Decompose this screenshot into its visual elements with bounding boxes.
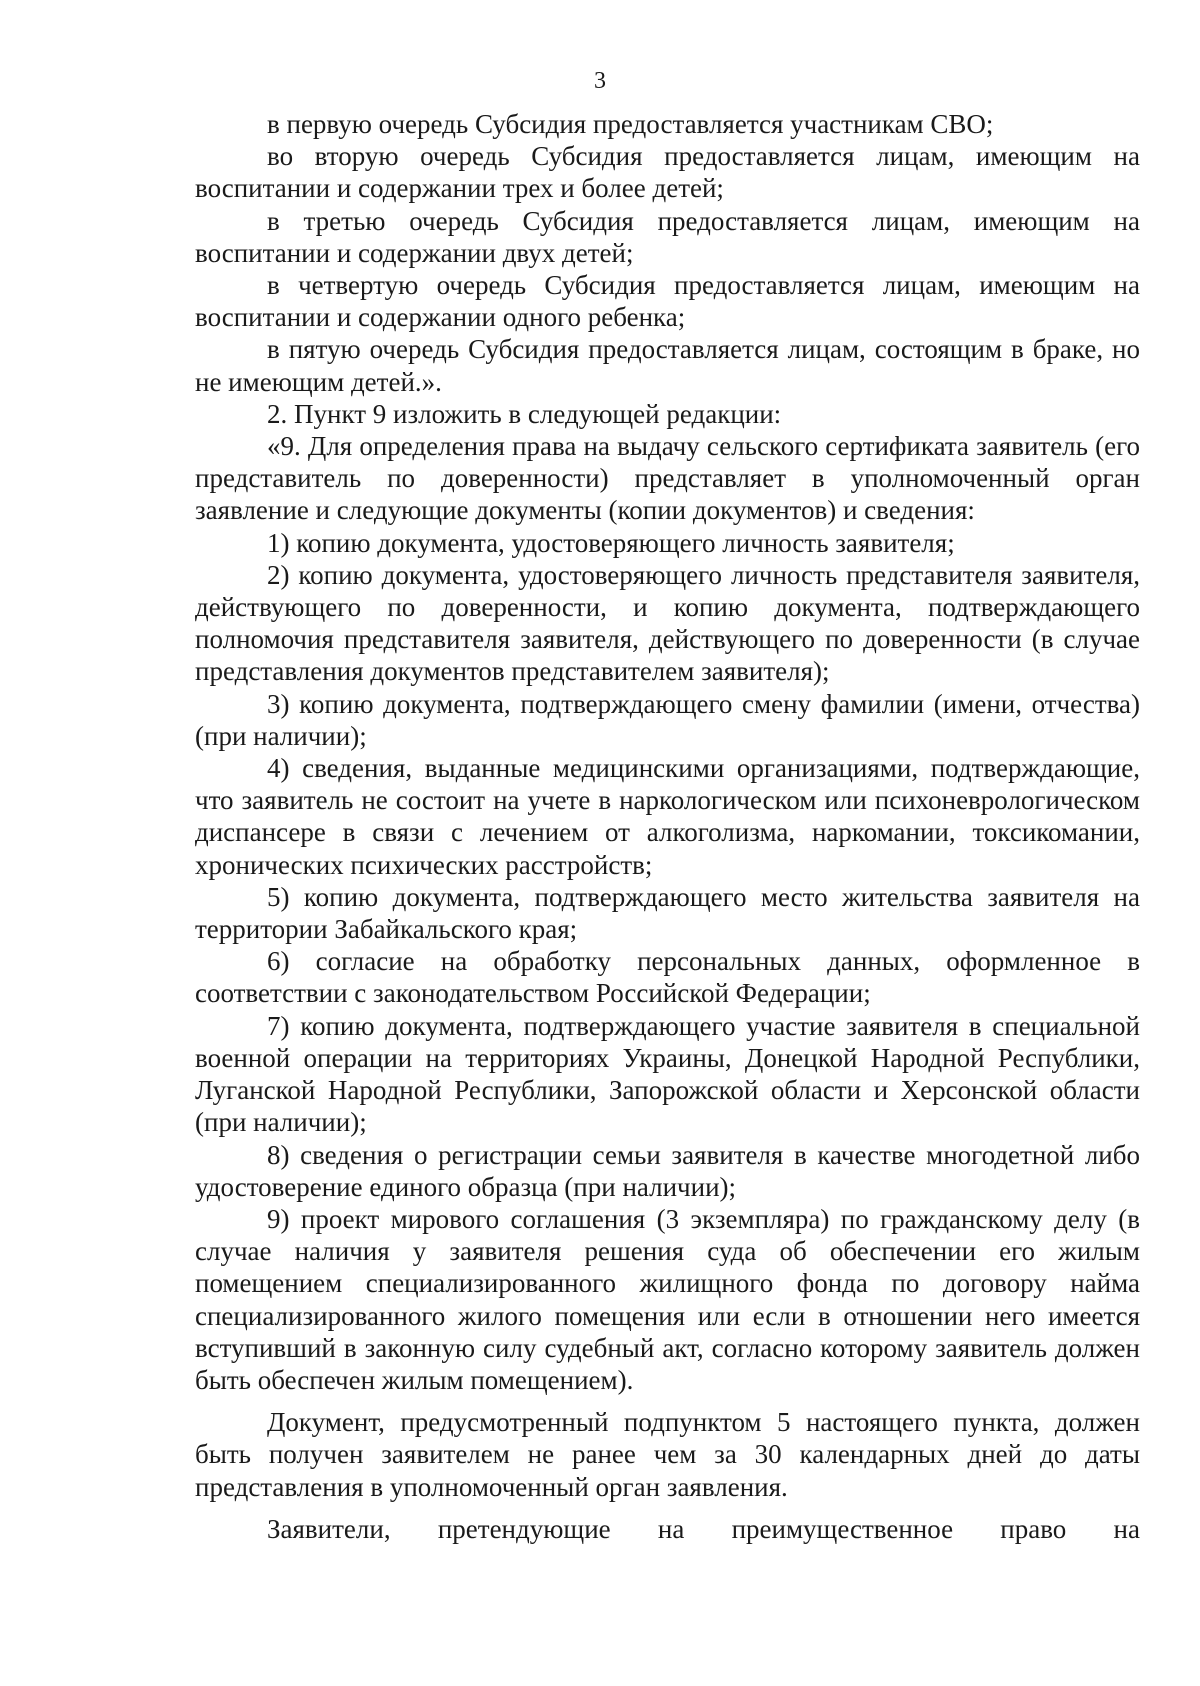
paragraph: Документ, предусмотренный подпунктом 5 настоящего пункта, должен быть получен заявителем не ранее чем за 30 календарных дней до даты представления в уполномоченный орган заявления. [195, 1407, 1140, 1502]
list-item: 3) копию документа, подтверждающего смену фамилии (имени, отчества) (при наличии); [195, 688, 1140, 751]
list-item: 9) проект мирового соглашения (3 экземпляра) по гражданскому делу (в случае наличия у заявителя решения суда об обеспечении его жилым помещением специализированного жилищного фонда по договору найма специализированного жилого помещения или если в отношении него имеется вступивший в законную силу судебный акт, согласно которому заявитель должен быть обеспечен жилым помещением). [195, 1203, 1140, 1395]
paragraph: в третью очередь Субсидия предоставляется лицам, имеющим на воспитании и содержании двух детей; [195, 205, 1140, 268]
paragraph: в четвертую очередь Субсидия предоставляется лицам, имеющим на воспитании и содержании одного ребенка; [195, 270, 1140, 333]
paragraph: во вторую очередь Субсидия предоставляется лицам, имеющим на воспитании и содержании трех и более детей; [195, 141, 1140, 204]
list-item: 2) копию документа, удостоверяющего личность представителя заявителя, действующего по доверенности, и копию документа, подтверждающего полномочия представителя заявителя, действующего по доверенности (в случае представления документов представителем заявителя); [195, 559, 1140, 687]
paragraph: Заявители, претендующие на преимущественное право на [267, 1513, 1140, 1544]
paragraph: «9. Для определения права на выдачу сельского сертификата заявитель (его представитель по доверенности) представляет в уполномоченный орган заявление и следующие документы (копии документов) и сведения: [195, 431, 1140, 526]
list-item: 6) согласие на обработку персональных данных, оформленное в соответствии с законодательством Российской Федерации; [195, 946, 1140, 1009]
list-item: 4) сведения, выданные медицинскими организациями, подтверждающие, что заявитель не состоит на учете в наркологическом или психоневрологическом диспансере в связи с лечением от алкоголизма, наркомании, токсикомании, хронических психических расстройств; [195, 753, 1140, 880]
paragraph: в пятую очередь Субсидия предоставляется лицам, состоящим в браке, но не имеющим детей.». [195, 334, 1140, 397]
paragraph: в первую очередь Субсидия предоставляется участникам СВО; [267, 109, 994, 139]
list-item: 7) копию документа, подтверждающего участие заявителя в специальной военной операции на территориях Украины, Донецкой Народной Республики, Луганской Народной Республики, Запорожской области и Херсонской области (при наличии); [195, 1010, 1140, 1138]
page-number: 3 [594, 68, 606, 94]
list-item: 8) сведения о регистрации семьи заявителя в качестве многодетной либо удостоверение единого образца (при наличии); [195, 1139, 1140, 1202]
paragraph: 2. Пункт 9 изложить в следующей редакции: [267, 398, 782, 429]
list-item: 1) копию документа, удостоверяющего личность заявителя; [267, 527, 955, 558]
list-item: 5) копию документа, подтверждающего место жительства заявителя на территории Забайкальского края; [195, 881, 1140, 945]
document-body [195, 108, 1140, 1545]
